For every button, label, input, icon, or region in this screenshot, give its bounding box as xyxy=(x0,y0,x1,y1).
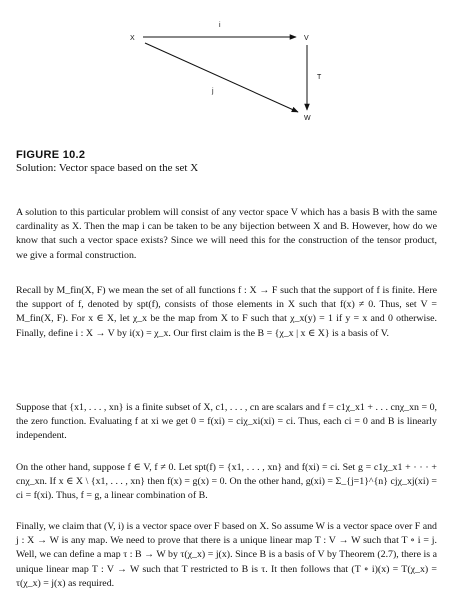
paragraph-spanning: On the other hand, suppose f ∈ V, f ≠ 0. Let spt(f) = {x1, . . . , xn} and f(xi) = ci. Set g = c1χ_x1 + · · · + cnχ_xn. If x ∈ X \ {x1, . . . , xn} then f(x) = g(x) = 0. On the other hand, g(xi) = Σ_{j=1}^{n} cjχ_xj(xi) = ci = f(xi). Thus, f = g, a linear combination of B. xyxy=(16,462,437,502)
node-x: X xyxy=(130,35,135,42)
node-w: W xyxy=(304,115,311,122)
commutative-diagram xyxy=(0,0,449,135)
figure-label: FIGURE 10.2 xyxy=(16,149,86,161)
arrow-t-label: T xyxy=(317,74,322,81)
arrow-j-label: j xyxy=(212,88,214,95)
arrow-j xyxy=(145,43,298,112)
paragraph-universal-property: Finally, we claim that (V, i) is a vector space over F based on X. So assume W is a vector space over F and j : X → W is any map. We need to prove that there is a unique linear map T : V → W such that T ∘ i = j. Well, we can define a map τ : B → W by τ(χ_x) = j(x). Since B is a basis of V by Theorem (2.7), there is a unique linear map T : V → W such that T restricted to B is τ. It then follows that (T ∘ i)(x) = T(χ_x) = τ(χ_x) = j(x) as required. xyxy=(16,521,437,589)
paragraph-independence: Suppose that {x1, . . . , xn} is a finite subset of X, c1, . . . , cn are scalars and f = c1χ_x1 + . . . cnχ_xn = 0, the zero function. Evaluating f at xi we get 0 = f(xi) = ciχ_xi(xi) = ci. Thus, each ci = 0 and B is linearly independent. xyxy=(16,402,437,442)
node-v: V xyxy=(304,35,309,42)
paragraph-intro: A solution to this particular problem will consist of any vector space V which has a basis B with the same cardinality as X. Then the map i can be taken to be any bijection between X and B. However, how do we know that such a vector space exists? Since we will need this for the construction of the tensor product, we give a formal construction. xyxy=(16,207,437,261)
arrow-i-label: i xyxy=(219,22,221,29)
figure-caption: Solution: Vector space based on the set X xyxy=(16,162,199,174)
figure-heading xyxy=(16,149,436,175)
paragraph-definition: Recall by M_fin(X, F) we mean the set of all functions f : X → F such that the support of f is finite. Here the support of f, denoted by spt(f), consists of those elements in X such that f(x) ≠ 0. Thus, set V = M_fin(X, F). For x ∈ X, let χ_x be the map from X to F such that χ_x(y) = 1 if y = x and 0 otherwise. Finally, define i : X → V by i(x) = χ_x. Our first claim is the B = {χ_x | x ∈ X} is a basis of V. xyxy=(16,285,437,339)
